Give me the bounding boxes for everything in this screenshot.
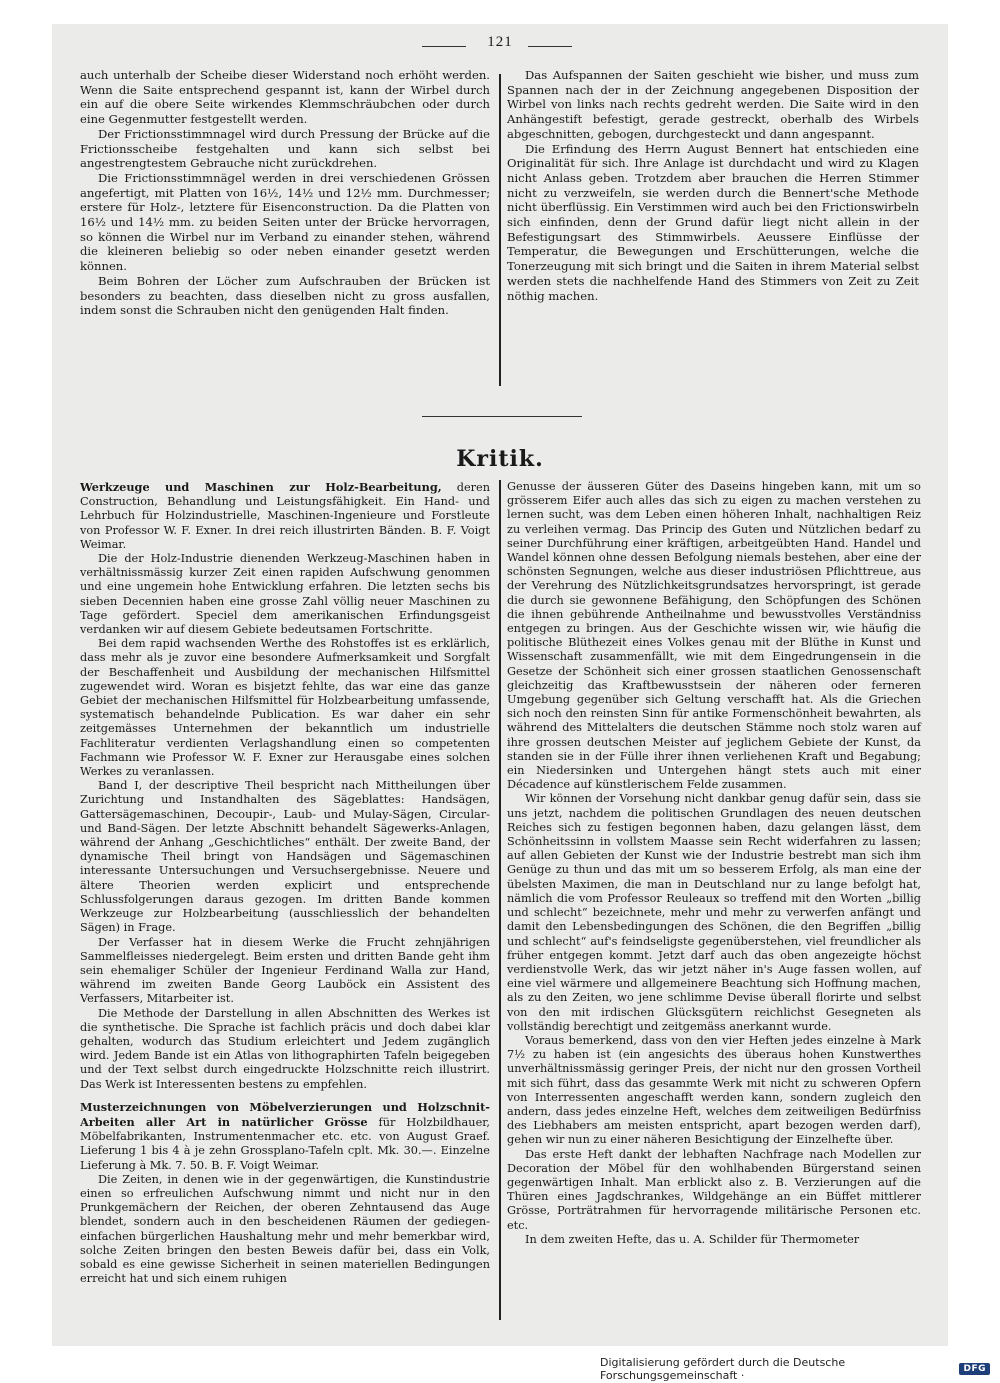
page-number: 121 [487, 34, 513, 50]
paragraph: Die Zeiten, in denen wie in der gegenwärtigen, die Kunstindustrie einen so erfreulichen Aufschwung nimmt und nicht nur in den Prunkgemächern der Reichen, der oberen Zehntausend das Auge blendet, sondern auch in den bescheidenen Räumen der gediegen-einfachen bürgerlichen Haushaltung mehr und mehr bemerkbar wird, solche Zeiten bringen den besten Beweis dafür bei, dass ein Volk, sobald es eine gewisse Sicherheit in seinen materiellen Bedingungen erreicht hat und sich einem ruhigen [80, 1172, 490, 1286]
paragraph: Das erste Heft dankt der lebhaften Nachfrage nach Modellen zur Decoration der Möbel für den wohlhabenden Bürgerstand seinen gegenwärtigen Inhalt. Man erblickt also z. B. Verzierungen auf die Thüren eines Jagdschrankes, Wildgehänge an ein Büffet mittlerer Grösse, Porträtrahmen für hervorragende militärische Personen etc. etc. [507, 1147, 921, 1232]
top-left-column [80, 68, 490, 318]
section-title: Kritik. [456, 446, 544, 472]
paragraph: Wir können der Vorsehung nicht dankbar genug dafür sein, dass sie uns jetzt, nachdem die politischen Grundlagen des neuen deutschen Reiches sich zu festigen begonnen haben, dazu gelangen lässt, dem Schönheitssinn in vollstem Maasse sein Recht widerfahren zu lassen; auf allen Gebieten der Kunst wie der Industrie bestrebt man sich ihm Genüge zu thun und das mit um so besserem Erfolg, als man eine der übelsten Maximen, die man in Deutschland nur zu lange befolgt hat, nämlich die vom Professor Reuleaux so treffend mit den Worten „billig und schlecht“ bezeichnete, mehr und mehr zu verwerfen anfängt und damit den Lebensbedingungen des Schönen, die den Begriffen „billig und schlecht“ auf's feindseligste gegenüberstehen, viel freundlicher als früher entgegen kommt. Jetzt darf auch das oben angezeigte höchst verdienstvolle Werk, das wir jetzt näher in's Auge fassen wollen, auf eine viel wärmere und allgemeinere Beachtung sich Hoffnung machen, als zu den Zeiten, wo jene schlimme Devise überall florirte und selbst von den mit irdischen Glücksgütern reichlichst Gesegneten als vollständig berechtigt und zeitgemäss anerkannt wurde. [507, 792, 921, 1033]
footer-text: Digitalisierung gefördert durch die Deutsche Forschungsgemeinschaft · [600, 1356, 846, 1382]
paragraph: Genusse der äusseren Güter des Daseins hingeben kann, mit um so grösserem Eifer auch alles das sich zu eigen zu machen verstehen zu lernen sucht, was dem Leben einen höheren Inhalt, nachhaltigen Reiz zu verleihen vermag. Das Princip des Guten und Nützlichen bedarf zu seiner Durchführung einer kräftigen, arbeitgeübten Hand. Handel und Wandel können ohne dessen Befolgung niemals bestehen, aber eine der schönsten Segnungen, welche aus dieser industriösen Pflichttreue, aus der Verehrung des Nützlichkeitsgrundsatzes hervorspringt, ist gerade die durch sie gewonnene Befähigung, den Schöpfungen des Schönen die ihnen gebührende Antheilnahme und bewusstvolles Verständniss entgegen zu bringen. Aus der Geschichte wissen wir, wie häufig die politische Blüthezeit eines Volkes genau mit der Blüthe in Kunst und Wissenschaft zusammenfällt, wie mit dem Eingedrungensein in die Gesetze der Schönheit sich einer grossen staatlichen Genossenschaft gleichzeitig das Kraftbewusstsein der näheren oder ferneren Umgebung gegenüber sich Geltung verschafft hat. Als die Griechen sich noch den reinsten Sinn für antike Formenschönheit bewahrten, als während des Mittelalters die deutschen Stämme noch stolz waren auf ihre grossen deutschen Meister auf jeglichem Gebiete der Kunst, da standen sie in der Fülle ihrer ihnen verliehenen Kraft und Begabung; ein Niedersinken und Untergehen hängt stets auch mit einer Décadence auf künstlerischem Felde zusammen. [507, 480, 921, 792]
paragraph: Beim Bohren der Löcher zum Aufschrauben der Brücken ist besonders zu beachten, dass dieselben nicht zu gross ausfallen, indem sonst die Schrauben nicht den genügenden Halt finden. [80, 273, 490, 318]
paragraph: Bei dem rapid wachsenden Werthe des Rohstoffes ist es erklärlich, dass mehr als je zuvor eine besondere Aufmerksamkeit und Sorgfalt der Beschaffenheit und Ausbildung der mechanischen Hilfsmittel zugewendet wird. Woran es bisjetzt fehlte, das war eine das ganze Gebiet der mechanischen Hilfsmittel für Holzbearbeitung umfassende, systematisch behandelnde Publication. Es war daher ein sehr zeitgemässes Unternehmen der bekanntlich um industrielle Fachliteratur verdienten Verlagshandlung einen so competenten Fachmann wie Professor W. F. Exner zur Herausgabe eines solchen Werkes zu veranlassen. [80, 637, 490, 779]
top-right-column [507, 68, 919, 303]
review-2-heading [80, 1100, 490, 1173]
paragraph: Die Erfindung des Herrn August Bennert hat entschieden eine Originalität für sich. Ihre Anlage ist durchdacht und wird zu Klagen nicht Anlass geben. Trotzdem aber brauchen die Herren Stimmer nicht zu verzweifeln, sie werden durch die Bennert'sche Methode nicht überflüssig. Ein Verstimmen wird auch bei den Frictionswirbeln sich einfinden, denn der Grund dafür liegt nicht allein in der Befestigungsart des Stimmwirbels. Aeussere Einflüsse der Temperatur, die Bewegungen und Erschütterungen, welche die Tonerzeugung mit sich bringt und die Saiten in ihrem Material selbst werden stets die nachhelfende Hand des Stimmers von Zeit zu Zeit nöthig machen. [507, 141, 919, 303]
header-rule-left [422, 46, 466, 47]
paragraph: Die der Holz-Industrie dienenden Werkzeug-Maschinen haben in verhältnissmässig kurzer Zeit einen rapiden Aufschwung genommen und eine ungemein hohe Entwicklung erfahren. Die letzten sechs bis sieben Decennien haben eine grosse Zahl völlig neuer Maschinen zu Tage gefördert. Speciel dem amerikanischen Erfindungsgeist verdanken wir auf diesem Gebiete bedeutsamen Fortschritte. [80, 552, 490, 637]
paragraph: Die Methode der Darstellung in allen Abschnitten des Werkes ist die synthetische. Die Sprache ist fachlich präcis und doch dabei klar gehalten, wodurch das Studium erleichtert und Jedem zugänglich wird. Jedem Bande ist ein Atlas von lithographirten Tafeln beigegeben und der Text selbst durch eingedruckte Holzschnitte reich illustrirt. Das Werk ist Interessenten bestens zu empfehlen. [80, 1006, 490, 1091]
section-rule [422, 416, 582, 417]
dfg-logo-icon: DFG [959, 1363, 990, 1375]
paragraph: In dem zweiten Hefte, das u. A. Schilder für Thermometer [525, 1232, 860, 1246]
review-1-title: Werkzeuge und Maschinen zur Holz-Bearbeitung, [80, 480, 442, 494]
reviews-right-column [507, 480, 921, 1247]
paragraph: Der Frictionsstimmnagel wird durch Pressung der Brücke auf die Frictionsscheibe festgehalten und kann sich selbst bei angestrengtestem Gebrauche nicht zurückdrehen. [80, 126, 490, 171]
review-1-heading [80, 480, 490, 552]
paragraph: auch unterhalb der Scheibe dieser Widerstand noch erhöht werden. Wenn die Saite entsprechend gespannt ist, kann der Wirbel durch ein auf die obere Seite wirkendes Klemmschräubchen oder durch eine Gegenmutter festgestellt werden. [80, 68, 490, 127]
review-2-title: Musterzeichnungen von Möbelverzierungen und Holzschnit-Arbeiten aller Art in natürlicher Grösse [80, 1099, 490, 1129]
review-2-bibliography: für Holzbildhauer, Möbelfabrikanten, Instrumentenmacher etc. etc. von August Graef. Lieferung 1 bis 4 à je zehn Grossplano-Tafeln cplt. Mk. 30.—. Einzelne Lieferung à Mk. 7. 50. B. F. Voigt Weimar. [80, 1115, 491, 1172]
paragraph: Voraus bemerkend, dass von den vier Heften jedes einzelne à Mark 7½ zu haben ist (ein angesichts des überaus hohen Kunstwerthes unverhältnissmässig geringer Preis, der nicht nur den grossen Vortheil mit sich führt, dass das gesammte Werk mit nicht zu schweren Opfern von Interressenten angeschafft werden kann, sondern zugleich den andern, dass jedes einzelne Heft, welches dem zeitweiligen Bedürfniss des Liebhabers am meisten entspricht, apart bezogen werden darf), gehen wir nun zu einer näheren Besichtigung der Einzelhefte über. [507, 1033, 921, 1147]
paragraph: Band I, der descriptive Theil bespricht nach Mittheilungen über Zurichtung und Instandhalten des Sägeblattes: Handsägen, Gattersägemaschinen, Decoupir-, Laub- und Mulay-Sägen, Circular- und Band-Sägen. Der letzte Abschnitt behandelt Sägewerks-Anlagen, während der Anhang „Geschichtliches“ enthält. Der zweite Band, der dynamische Theil bringt von Handsägen und Sägemaschinen interessante Untersuchungen und Versuchsergebnisse. Neuere und ältere Theorien werden explicirt und entsprechende Schlussfolgerungen daraus gezogen. Im dritten Bande kommen Werkzeuge zur Holzbearbeitung (ausschliesslich der behandelten Sägen) in Frage. [80, 779, 490, 935]
column-divider-bottom [499, 480, 501, 1320]
paragraph: Die Frictionsstimmnägel werden in drei verschiedenen Grössen angefertigt, mit Platten von 16½, 14½ und 12½ mm. Durchmesser; erstere für Holz-, letztere für Eisenconstruction. Da die Platten von 16½ und 14½ mm. zu beiden Seiten unter der Brücke hervorragen, so können die Wirbel nur im Verband zu einander stehen, während die kleineren beliebig so oder neben einander gesetzt werden können. [80, 170, 490, 274]
review-1-bibliography: deren Construction, Behandlung und Leistungsfähigkeit. Ein Hand- und Lehrbuch für Holzindustrielle, Maschinen-Ingenieure und Forstleute von Professor W. F. Exner. In drei reich illustrirten Bänden. B. F. Voigt Weimar. [80, 481, 491, 551]
paragraph: Das Aufspannen der Saiten geschieht wie bisher, und muss zum Spannen nach der in der Zeichnung angegebenen Disposition der Wirbel von links nach rechts gedreht werden. Die Saite wird in den Anhängestift befestigt, gerade gestreckt, oberhalb des Wirbels abgeschnitten, gebogen, durchgesteckt und dann angespannt. [507, 68, 919, 141]
digitization-footer [600, 1356, 990, 1382]
paragraph: Der Verfasser hat in diesem Werke die Frucht zehnjährigen Sammelfleisses niedergelegt. Beim ersten und dritten Bande geht ihm sein ehemaliger Schüler der Ingenieur Ferdinand Walla zur Hand, während im zweiten Bande Georg Lauböck ein Assistent des Verfassers, Mitarbeiter ist. [80, 935, 490, 1006]
reviews-left-column [80, 480, 490, 1286]
header-rule-right [528, 46, 572, 47]
column-divider-top [499, 74, 501, 386]
